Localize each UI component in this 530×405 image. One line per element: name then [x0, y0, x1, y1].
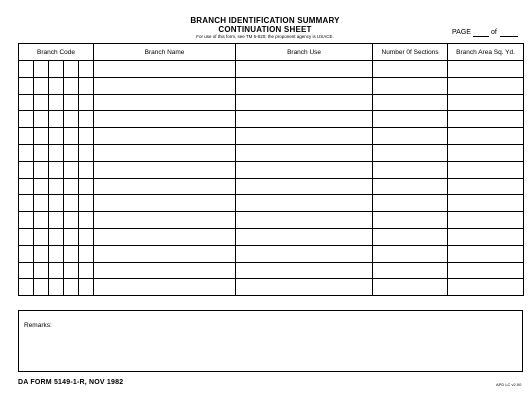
- form-title-line1: BRANCH IDENTIFICATION SUMMARY: [190, 16, 340, 25]
- remarks-label: Remarks:: [24, 322, 52, 329]
- branch-code-digit-cell[interactable]: [64, 279, 79, 296]
- branch-use-cell[interactable]: [236, 279, 373, 296]
- branch-code-digit-cell[interactable]: [49, 228, 64, 245]
- table-row: [19, 128, 524, 145]
- branch-name-cell[interactable]: [94, 262, 236, 279]
- branch-use-cell[interactable]: [236, 178, 373, 195]
- branch-use-cell[interactable]: [236, 228, 373, 245]
- branch-name-cell[interactable]: [94, 178, 236, 195]
- branch-code-digit-cell[interactable]: [19, 61, 34, 78]
- branch-code-digit-cell[interactable]: [64, 128, 79, 145]
- table-row: [19, 111, 524, 128]
- branch-code-digit-cell[interactable]: [49, 94, 64, 111]
- page-label: PAGE: [452, 29, 471, 36]
- branch-use-cell[interactable]: [236, 128, 373, 145]
- branch-area-cell[interactable]: [448, 77, 524, 94]
- branch-code-digit-cell[interactable]: [79, 94, 94, 111]
- branch-area-cell[interactable]: [448, 279, 524, 296]
- branch-code-digit-cell[interactable]: [34, 61, 49, 78]
- branch-code-digit-cell[interactable]: [49, 245, 64, 262]
- branch-code-digit-cell[interactable]: [64, 161, 79, 178]
- branch-code-digit-cell[interactable]: [19, 178, 34, 195]
- number-of-sections-cell[interactable]: [373, 178, 448, 195]
- number-of-sections-cell[interactable]: [373, 212, 448, 229]
- number-of-sections-cell[interactable]: [373, 144, 448, 161]
- branch-code-digit-cell[interactable]: [34, 212, 49, 229]
- branch-code-digit-cell[interactable]: [34, 77, 49, 94]
- branch-name-cell[interactable]: [94, 245, 236, 262]
- table-row: [19, 94, 524, 111]
- branch-name-cell[interactable]: [94, 77, 236, 94]
- form-title-line2: CONTINUATION SHEET: [218, 25, 312, 34]
- number-of-sections-cell[interactable]: [373, 77, 448, 94]
- branch-code-digit-cell[interactable]: [79, 178, 94, 195]
- branch-code-digit-cell[interactable]: [49, 195, 64, 212]
- branch-name-cell[interactable]: [94, 144, 236, 161]
- branch-code-digit-cell[interactable]: [34, 245, 49, 262]
- branch-area-cell[interactable]: [448, 128, 524, 145]
- branch-area-cell[interactable]: [448, 61, 524, 78]
- branch-code-digit-cell[interactable]: [34, 178, 49, 195]
- table-row: [19, 262, 524, 279]
- branch-name-cell[interactable]: [94, 61, 236, 78]
- branch-use-cell[interactable]: [236, 262, 373, 279]
- branch-code-digit-cell[interactable]: [19, 195, 34, 212]
- table-header-row: [19, 44, 524, 61]
- table-row: [19, 195, 524, 212]
- branch-code-digit-cell[interactable]: [64, 77, 79, 94]
- branch-area-cell[interactable]: [448, 144, 524, 161]
- page-number: [452, 29, 518, 37]
- branch-area-cell[interactable]: [448, 161, 524, 178]
- number-of-sections-cell[interactable]: [373, 161, 448, 178]
- branch-area-cell[interactable]: [448, 178, 524, 195]
- branch-use-cell[interactable]: [236, 94, 373, 111]
- number-of-sections-cell[interactable]: [373, 245, 448, 262]
- branch-area-cell[interactable]: [448, 195, 524, 212]
- table-row: [19, 212, 524, 229]
- table-row: [19, 161, 524, 178]
- branch-code-digit-cell[interactable]: [49, 279, 64, 296]
- branch-code-digit-cell[interactable]: [79, 212, 94, 229]
- number-of-sections-cell[interactable]: [373, 195, 448, 212]
- branch-code-digit-cell[interactable]: [19, 262, 34, 279]
- branch-area-cell[interactable]: [448, 228, 524, 245]
- branch-code-digit-cell[interactable]: [34, 161, 49, 178]
- form-number: DA FORM 5149-1-R, NOV 1982: [18, 379, 124, 386]
- remarks-box[interactable]: [18, 310, 523, 372]
- branch-code-digit-cell[interactable]: [49, 161, 64, 178]
- table-row: [19, 77, 524, 94]
- branch-code-digit-cell[interactable]: [79, 245, 94, 262]
- table-body: [19, 61, 524, 296]
- branch-code-digit-cell[interactable]: [19, 279, 34, 296]
- number-of-sections-cell[interactable]: [373, 262, 448, 279]
- form-title: [0, 16, 530, 34]
- branch-area-cell[interactable]: [448, 111, 524, 128]
- branch-code-digit-cell[interactable]: [19, 128, 34, 145]
- branch-code-digit-cell[interactable]: [79, 111, 94, 128]
- branch-code-digit-cell[interactable]: [34, 111, 49, 128]
- branch-code-digit-cell[interactable]: [79, 61, 94, 78]
- branch-area-cell[interactable]: [448, 262, 524, 279]
- of-label: of: [490, 29, 497, 36]
- branch-code-digit-cell[interactable]: [79, 77, 94, 94]
- branch-name-cell[interactable]: [94, 279, 236, 296]
- branch-code-digit-cell[interactable]: [79, 161, 94, 178]
- branch-area-cell[interactable]: [448, 94, 524, 111]
- table-row: [19, 61, 524, 78]
- branch-use-cell[interactable]: [236, 195, 373, 212]
- branch-code-digit-cell[interactable]: [79, 144, 94, 161]
- branch-code-digit-cell[interactable]: [19, 77, 34, 94]
- branch-code-digit-cell[interactable]: [34, 94, 49, 111]
- branch-code-digit-cell[interactable]: [34, 144, 49, 161]
- branch-code-digit-cell[interactable]: [79, 279, 94, 296]
- table-row: [19, 228, 524, 245]
- branch-code-digit-cell[interactable]: [34, 195, 49, 212]
- branch-code-digit-cell[interactable]: [34, 262, 49, 279]
- branch-name-cell[interactable]: [94, 161, 236, 178]
- branch-name-cell[interactable]: [94, 128, 236, 145]
- branch-code-digit-cell[interactable]: [19, 161, 34, 178]
- branch-code-digit-cell[interactable]: [64, 61, 79, 78]
- branch-code-digit-cell[interactable]: [79, 228, 94, 245]
- branch-code-digit-cell[interactable]: [64, 178, 79, 195]
- branch-use-cell[interactable]: [236, 161, 373, 178]
- branch-code-digit-cell[interactable]: [79, 128, 94, 145]
- form-subtitle: For use of this form, see TM 5-820; the proponent agency is USACE.: [196, 34, 334, 39]
- branch-name-cell[interactable]: [94, 94, 236, 111]
- branch-code-digit-cell[interactable]: [34, 228, 49, 245]
- branch-code-digit-cell[interactable]: [49, 111, 64, 128]
- number-of-sections-cell[interactable]: [373, 228, 448, 245]
- number-of-sections-cell[interactable]: [373, 94, 448, 111]
- number-of-sections-cell[interactable]: [373, 111, 448, 128]
- table-row: [19, 245, 524, 262]
- branch-code-digit-cell[interactable]: [64, 144, 79, 161]
- number-of-sections-cell[interactable]: [373, 61, 448, 78]
- branch-area-cell[interactable]: [448, 212, 524, 229]
- number-of-sections-cell[interactable]: [373, 128, 448, 145]
- branch-code-digit-cell[interactable]: [34, 279, 49, 296]
- branch-code-digit-cell[interactable]: [64, 195, 79, 212]
- header-branch-code: Branch Code: [19, 44, 94, 61]
- branch-use-cell[interactable]: [236, 144, 373, 161]
- branch-name-cell[interactable]: [94, 111, 236, 128]
- branch-name-cell[interactable]: [94, 195, 236, 212]
- branch-code-digit-cell[interactable]: [34, 128, 49, 145]
- table-row: [19, 178, 524, 195]
- branch-table: [18, 43, 524, 296]
- branch-code-digit-cell[interactable]: [64, 94, 79, 111]
- branch-code-digit-cell[interactable]: [79, 195, 94, 212]
- branch-code-digit-cell[interactable]: [49, 262, 64, 279]
- branch-code-digit-cell[interactable]: [49, 212, 64, 229]
- branch-code-digit-cell[interactable]: [49, 61, 64, 78]
- branch-use-cell[interactable]: [236, 245, 373, 262]
- branch-code-digit-cell[interactable]: [64, 245, 79, 262]
- header-branch-area: Branch Area Sq. Yd.: [448, 44, 524, 61]
- number-of-sections-cell[interactable]: [373, 279, 448, 296]
- branch-code-digit-cell[interactable]: [64, 228, 79, 245]
- branch-code-digit-cell[interactable]: [49, 128, 64, 145]
- branch-code-digit-cell[interactable]: [19, 245, 34, 262]
- branch-code-digit-cell[interactable]: [49, 144, 64, 161]
- table-row: [19, 279, 524, 296]
- branch-use-cell[interactable]: [236, 111, 373, 128]
- branch-code-digit-cell[interactable]: [64, 212, 79, 229]
- branch-code-digit-cell[interactable]: [19, 212, 34, 229]
- branch-area-cell[interactable]: [448, 245, 524, 262]
- branch-name-cell[interactable]: [94, 228, 236, 245]
- header-branch-use: Branch Use: [236, 44, 373, 61]
- branch-code-digit-cell[interactable]: [19, 144, 34, 161]
- table-row: [19, 144, 524, 161]
- branch-code-digit-cell[interactable]: [64, 111, 79, 128]
- branch-use-cell[interactable]: [236, 212, 373, 229]
- page-current-field[interactable]: [473, 29, 489, 37]
- header-number-of-sections: Number 0f Sections: [373, 44, 448, 61]
- branch-code-digit-cell[interactable]: [19, 111, 34, 128]
- branch-code-digit-cell[interactable]: [19, 94, 34, 111]
- branch-use-cell[interactable]: [236, 61, 373, 78]
- page-total-field[interactable]: [500, 29, 518, 37]
- branch-code-digit-cell[interactable]: [79, 262, 94, 279]
- form-version: APD LC v2.00: [496, 382, 522, 387]
- header-branch-name: Branch Name: [94, 44, 236, 61]
- branch-name-cell[interactable]: [94, 212, 236, 229]
- branch-code-digit-cell[interactable]: [64, 262, 79, 279]
- branch-code-digit-cell[interactable]: [49, 77, 64, 94]
- branch-code-digit-cell[interactable]: [49, 178, 64, 195]
- branch-code-digit-cell[interactable]: [19, 228, 34, 245]
- branch-use-cell[interactable]: [236, 77, 373, 94]
